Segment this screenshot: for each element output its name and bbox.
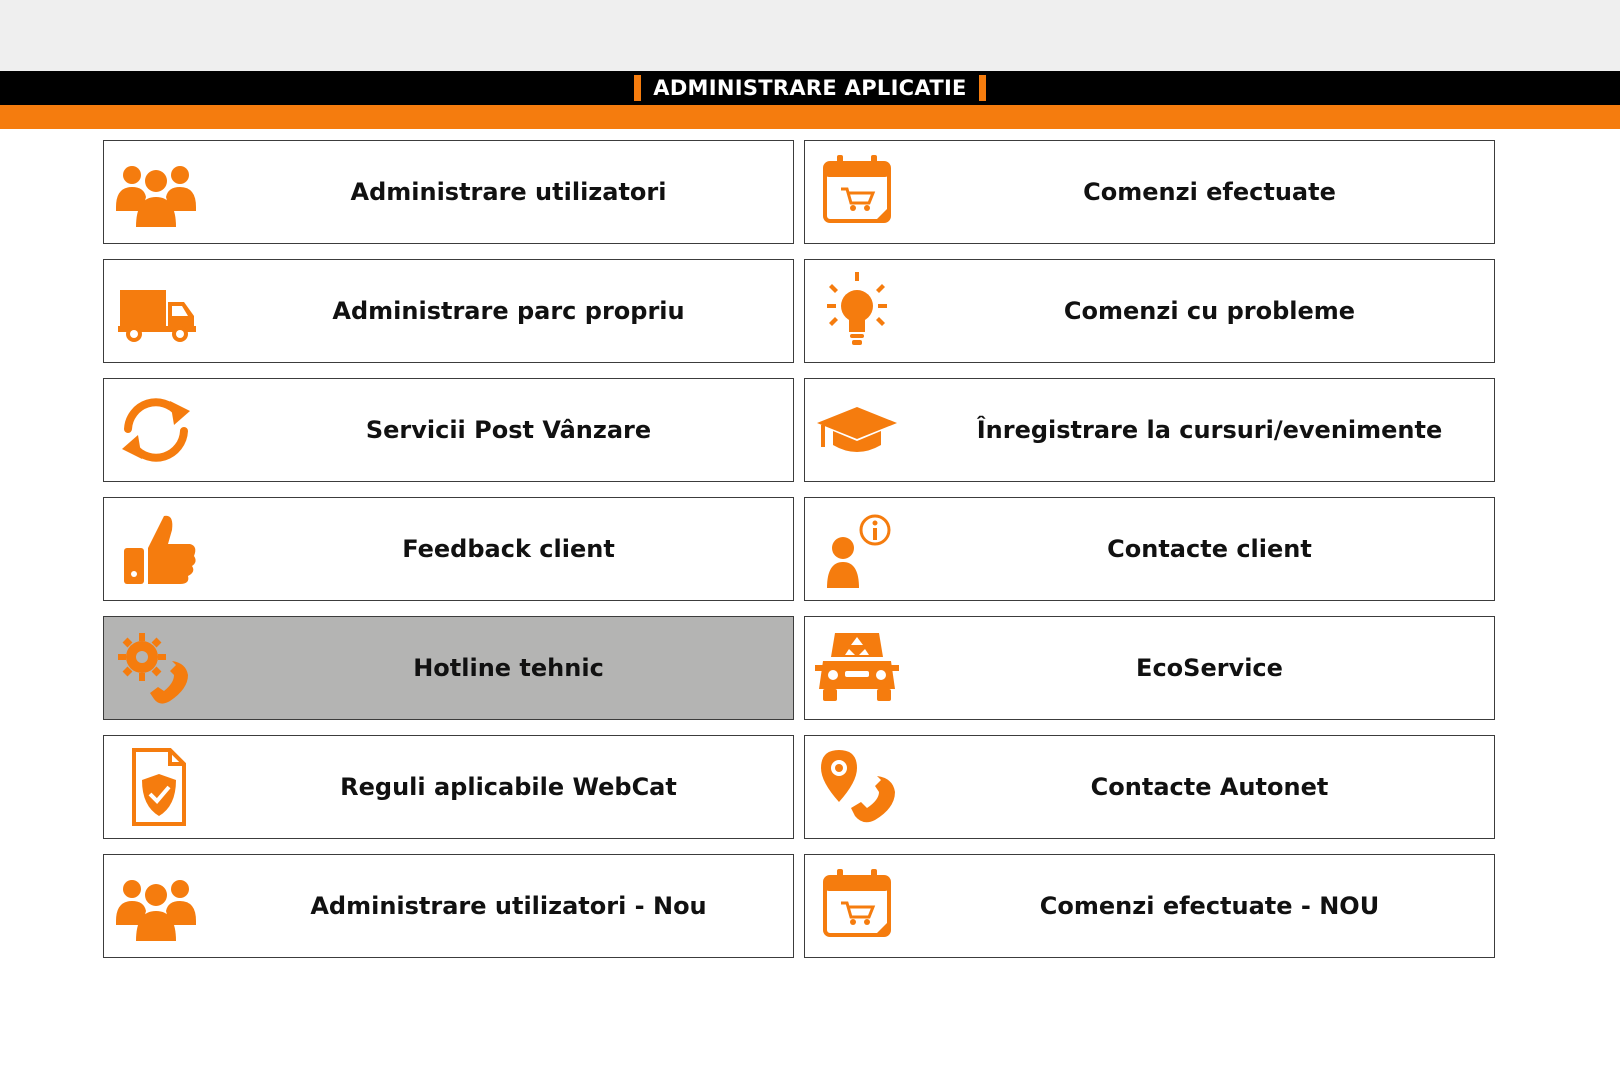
tile-comenzi-efectuate[interactable] [804,140,1495,244]
graduation-cap-icon [813,389,901,471]
calendar-cart-icon [813,151,901,233]
title-bar [0,71,1620,105]
tile-contacte-autonet[interactable] [804,735,1495,839]
calendar-cart-icon [813,865,901,947]
tile-servicii-post-vanzare[interactable] [103,378,794,482]
page-title: ADMINISTRARE APLICATIE [653,76,967,100]
tile-label: Reguli aplicabile WebCat [340,773,677,801]
person-info-icon [813,508,901,590]
document-shield-icon [112,746,200,828]
tile-label: EcoService [1136,654,1283,682]
refresh-icon [112,389,200,471]
gear-phone-icon [112,627,200,709]
tile-label: Înregistrare la cursuri/evenimente [976,416,1443,444]
tile-ecoservice[interactable] [804,616,1495,720]
lightbulb-icon [813,270,901,352]
accent-bar [0,105,1620,129]
tile-label: Administrare parc propriu [332,297,685,325]
tile-administrare-utilizatori[interactable] [103,140,794,244]
location-phone-icon [813,746,901,828]
tile-label: Administrare utilizatori [350,178,667,206]
tile-comenzi-cu-probleme[interactable] [804,259,1495,363]
tile-label: Contacte client [1107,535,1312,563]
tile-hotline-tehnic[interactable] [103,616,794,720]
truck-icon [112,270,200,352]
users-icon [112,865,200,947]
tile-inregistrare-cursuri[interactable] [804,378,1495,482]
tile-administrare-parc-propriu[interactable] [103,259,794,363]
tile-label: Comenzi efectuate [1083,178,1336,206]
thumbs-up-icon [112,508,200,590]
tile-reguli-webcat[interactable] [103,735,794,839]
tile-label: Administrare utilizatori - Nou [310,892,707,920]
tile-administrare-utilizatori-nou[interactable] [103,854,794,958]
tile-contacte-client[interactable] [804,497,1495,601]
tile-label: Feedback client [402,535,615,563]
title-mark-right [979,75,986,101]
tile-label: Comenzi cu probleme [1063,297,1356,325]
tile-comenzi-efectuate-nou[interactable] [804,854,1495,958]
title-wrap [634,71,985,105]
title-mark-left [634,75,641,101]
tile-label: Hotline tehnic [413,654,604,682]
recycle-car-icon [813,627,901,709]
tile-feedback-client[interactable] [103,497,794,601]
users-icon [112,151,200,233]
browser-top-area [0,0,1620,71]
tile-label: Comenzi efectuate - NOU [1039,892,1380,920]
tile-label: Servicii Post Vânzare [365,416,652,444]
tile-label: Contacte Autonet [1090,773,1329,801]
